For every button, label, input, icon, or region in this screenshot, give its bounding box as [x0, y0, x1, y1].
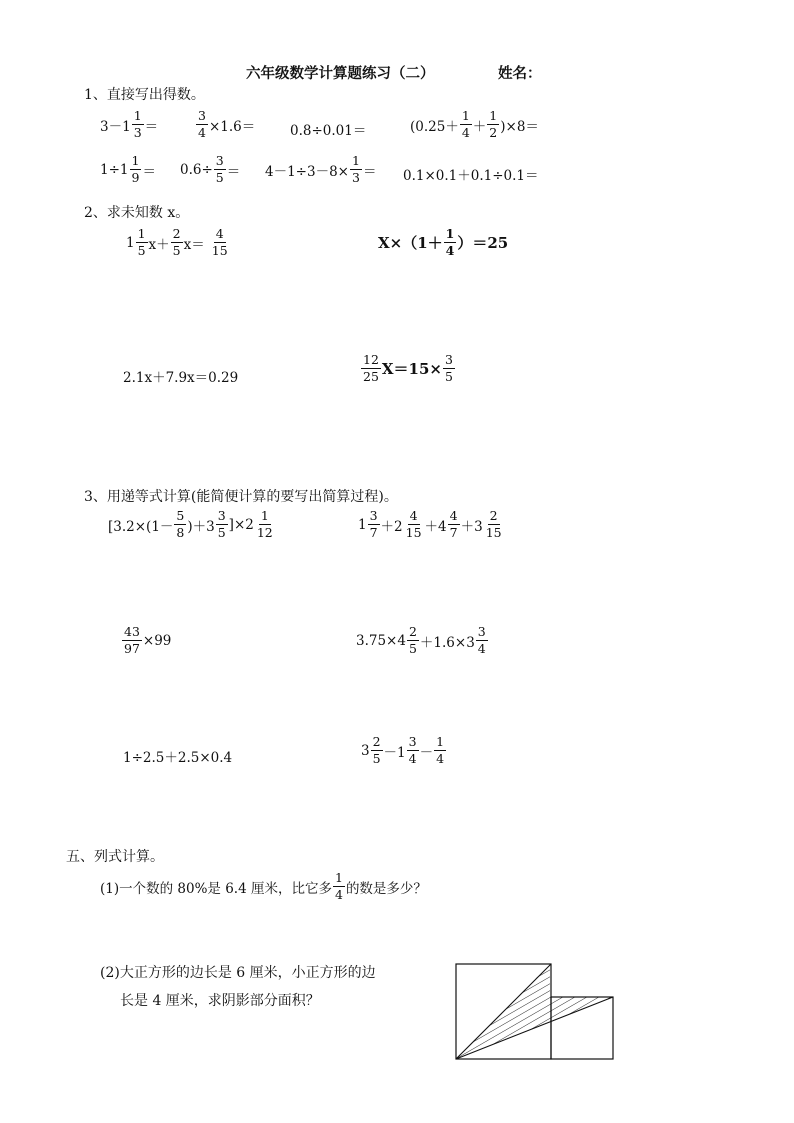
equation-2-2: X×（1＋ $\frac{1}{4}$ ）＝25 — [378, 226, 509, 258]
problem-1-5: 1÷1 $\frac{1}{9}$ ＝ — [100, 153, 156, 185]
problem-1-8: 0.1×0.1＋0.1÷0.1＝ — [403, 168, 539, 184]
section5-heading: 五、列式计算。 — [66, 849, 164, 865]
problem-1-2: $\frac{3}{4}$ ×1.6＝ — [198, 108, 256, 140]
word-problem-2-line1: (2)大正方形的边长是 6 厘米，小正方形的边 — [100, 965, 376, 981]
shaded-area — [456, 964, 613, 1059]
calc-3-5: 1÷2.5＋2.5×0.4 — [123, 750, 233, 766]
word-problem-2-line2: 长是 4 厘米，求阴影部分面积？ — [120, 993, 320, 1009]
problem-1-6: 0.6÷ $\frac{3}{5}$ ＝ — [180, 153, 241, 185]
calc-3-4: 3.75×4 $\frac{2}{5}$ ＋1.6×3 $\frac{3}{4}$ — [356, 624, 486, 656]
problem-1-4: (0.25＋ $\frac{1}{4}$ ＋ $\frac{1}{2}$ )×8＝ — [410, 108, 539, 140]
calc-3-2: 1 $\frac{3}{7}$ ＋2 $\frac{4}{15}$ ＋4 $\frac{4}{7}$ ＋3 $\frac{2}{15}$ — [358, 508, 502, 540]
section1-heading: 1、直接写出得数。 — [84, 87, 205, 103]
name-label: 姓名： — [498, 65, 542, 82]
squares-figure — [450, 958, 620, 1066]
equation-2-1: 1 $\frac{1}{5}$ x＋ $\frac{2}{5}$ x＝ $\frac{4}{15}$ — [126, 226, 228, 258]
problem-1-1: 3－1 $\frac{1}{3}$ ＝ — [100, 108, 159, 140]
problem-1-3: 0.8÷0.01＝ — [290, 123, 367, 139]
calc-3-3: $\frac{43}{97}$ ×99 — [124, 624, 172, 656]
calc-3-6: 3 $\frac{2}{5}$ －1 $\frac{3}{4}$ － $\frac{1}{4}$ — [361, 734, 445, 766]
calc-3-1: [3.2×(1－ $\frac{5}{8}$ )＋3 $\frac{3}{5}$ ]×2 $\frac{1}{12}$ — [108, 508, 273, 540]
page-title: 六年级数学计算题练习（二） — [246, 65, 435, 82]
section2-heading: 2、求未知数 x。 — [84, 205, 190, 221]
equation-2-3: 2.1x＋7.9x＝0.29 — [123, 370, 239, 386]
equation-2-4: $\frac{12}{25}$ X＝15× $\frac{3}{5}$ — [363, 352, 453, 384]
word-problem-1: (1)一个数的 80%是 6.4 厘米，比它多 $\frac{1}{4}$ 的数是多少？ — [100, 870, 427, 902]
section3-heading: 3、用递等式计算(能简便计算的要写出简算过程)。 — [84, 489, 398, 505]
problem-1-7: 4－1÷3－8× $\frac{1}{3}$ ＝ — [265, 153, 377, 185]
